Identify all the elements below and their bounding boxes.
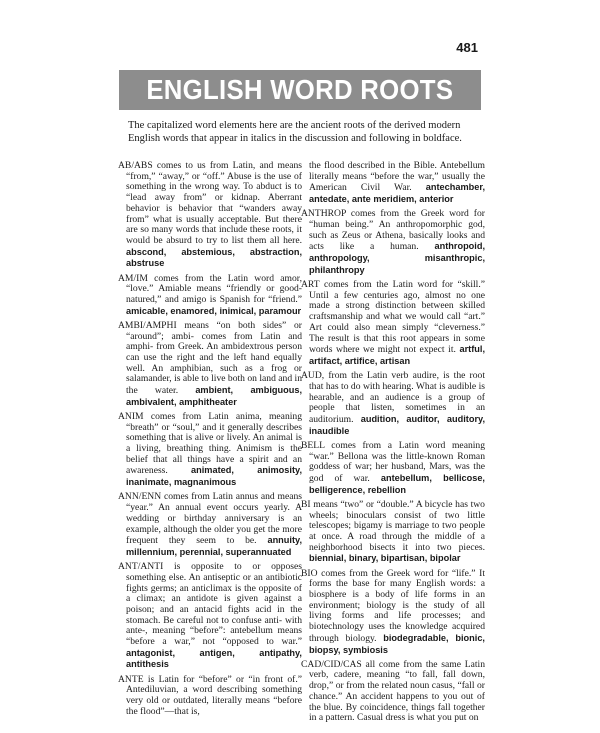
entry-bell [301,441,485,497]
title-banner [119,70,481,110]
entry-cad-cid-cas [301,660,485,724]
page-title: ENGLISH WORD ROOTS [146,74,454,105]
entry-keywords: anthropoid, anthropology, misanthropic, philanthropy [309,241,486,275]
entry-text: means “on both sides” or “around”; ambi- comes from Latin and amphi- from Greek. An ambidextrous person can use the right and the left hand equally well. An amphibian, such as a frog or salamander, is able to live both on land and in the water. [126,319,302,397]
entry-text: comes from the Greek word for “life.” It forms the base for many English words: a biosphere is a body of life forms in an environment; biology is the study of all living forms and life processes; and biotechnology uses the knowledge acquired through biology. [309,567,485,644]
entry-text: comes to us from Latin, and means “from,” “away,” or “off.” Abuse is the use of something in the wrong way. To abduct is to “lead away from” or kidnap. Aberrant behavior is behavior that “wanders away from” what is usually acceptable. But there are so many words that include these roots, it would be absurd to try to list them all here. [126,160,302,246]
entry-keywords: biennial, binary, bipartisan, bipolar [309,553,461,564]
entry-art [301,280,485,368]
entry-root: ANIM [118,410,144,422]
entry-text: comes from a Latin word meaning “war.” Bellona was the little-known Roman goddess of war; her husband, Mars, was the god of war. [309,439,486,484]
page-number: 481 [456,40,478,55]
entry-text: is Latin for “before” or “in front of.” Antediluvian, a word describing something very old or outdated, literally means “before the flood”—that is, [126,673,302,717]
entry-keywords: artful, artifact, artifice, artisan [309,344,486,366]
entry-root: AM/IM [118,272,148,284]
entry-text: comes from Latin anima, meaning “breath” or “soul,” and it generally describes something that is alive or lively. An animal is a living, breathing thing. Animism is the belief that all things have a spirit and an awareness. [126,410,303,477]
entry-text: comes from the Latin word for “skill.” Until a few centuries ago, almost no one made a strong distinction between skilled craftsmanship and what we would call “art.” Art could also mean simply “cleverness.” The result is that this root appears in some words where we might not expect it. [309,279,485,356]
entry-ante-continued [301,161,485,206]
entry-ab-abs [118,161,302,270]
entry-ant-anti [118,562,302,671]
entry-text: comes from the Greek word for “human being.” An anthropomorphic god, such as Zeus or Athena, basically looks and acts like a human. [309,208,485,253]
entry-keywords: antechamber, antedate, ante meridiem, anterior [309,182,485,205]
entry-bi [301,500,485,565]
entry-root: ANT/ANTI [118,561,164,573]
entry-keywords: amicable, enamored, inimical, paramour [126,305,302,316]
entry-keywords: antebellum, bellicose, belligerence, rebellion [309,472,485,495]
entry-root: BIO [301,567,318,579]
entry-text: all come from the same Latin verb, cadere, meaning “to fall, fall down, drop,” or from the related noun casus, “fall or chance.” An accident happens to you out of the blue. By coincidence, things fall together in a pattern. Casual dress is what you put on [309,658,486,724]
right-column [301,161,485,727]
entry-anthrop [301,209,485,276]
entry-root: CAD/CID/CAS [301,658,362,670]
entry-text: is opposite to or opposes something else. An antiseptic or an antibiotic fights germs; an anticlimax is the opposite of a climax; an antidote is given against a poison; and an antacid fights acid in the stomach. Be careful not to confuse anti- with ante-, meaning “before”: antebellum means “before a war,” not “opposed to war.” [126,561,302,648]
entry-root: ANN/ENN [118,491,162,503]
entry-keywords: antagonist, antigen, antipathy, antithesis [126,647,302,670]
entry-aud [301,371,485,437]
entry-anim [118,412,302,489]
entry-root: ANTE [118,673,144,685]
entry-root: AMBI/AMPHI [118,319,177,331]
entry-root: ANTHROP [301,208,346,220]
entry-root: BELL [301,439,325,451]
entry-ambi-amphi [118,321,302,409]
entry-text: means “two” or “double.” A bicycle has two wheels; binoculars consist of two little telescopes; bigamy is marriage to two people at once. A road through the middle of a neighborhood bisects it into two pieces. [309,498,485,553]
entry-root: BI [301,498,311,510]
entry-am-im [118,274,302,318]
entry-text: comes from Latin annus and means “year.” An annual event occurs yearly. A wedding or birthday anniversary is an example, although the older you get the more frequent they seem to be. [126,491,302,547]
entry-text: the flood described in the Bible. Antebellum literally means “before the war,” usually the American Civil War. [309,160,485,194]
intro-paragraph: The capitalized word elements here are the ancient roots of the derived modern English words that appear in italics in the discussion and following in boldface. [128,120,462,144]
entry-keywords: ambient, ambiguous, ambivalent, amphitheater [126,385,302,407]
entry-ann-enn [118,492,302,558]
entry-keywords: animated, animosity, inanimate, magnanimous [126,465,302,488]
entry-root: ART [301,279,320,291]
entry-keywords: abscond, abstemious, abstraction, abstruse [126,246,302,269]
left-column [118,161,302,721]
entry-keywords: biodegradable, bionic, biopsy, symbiosis [309,632,485,655]
entry-keywords: audition, auditor, auditory, inaudible [309,413,486,436]
entry-text: from the Latin verb audire, is the root that has to do with hearing. What is audible is hearable, and an audience is a group of people that listen, sometimes in an auditorium. [309,370,485,425]
entry-bio [301,569,485,657]
entry-root: AUD, [301,370,325,382]
entry-root: AB/ABS [118,160,153,171]
entry-keywords: annuity, millennium, perennial, superannuated [126,535,302,557]
entry-ante [118,675,302,718]
entry-text: comes from the Latin word amor, “love.” Amiable means “friendly or good-natured,” and amigo is Spanish for “friend.” [126,272,302,305]
